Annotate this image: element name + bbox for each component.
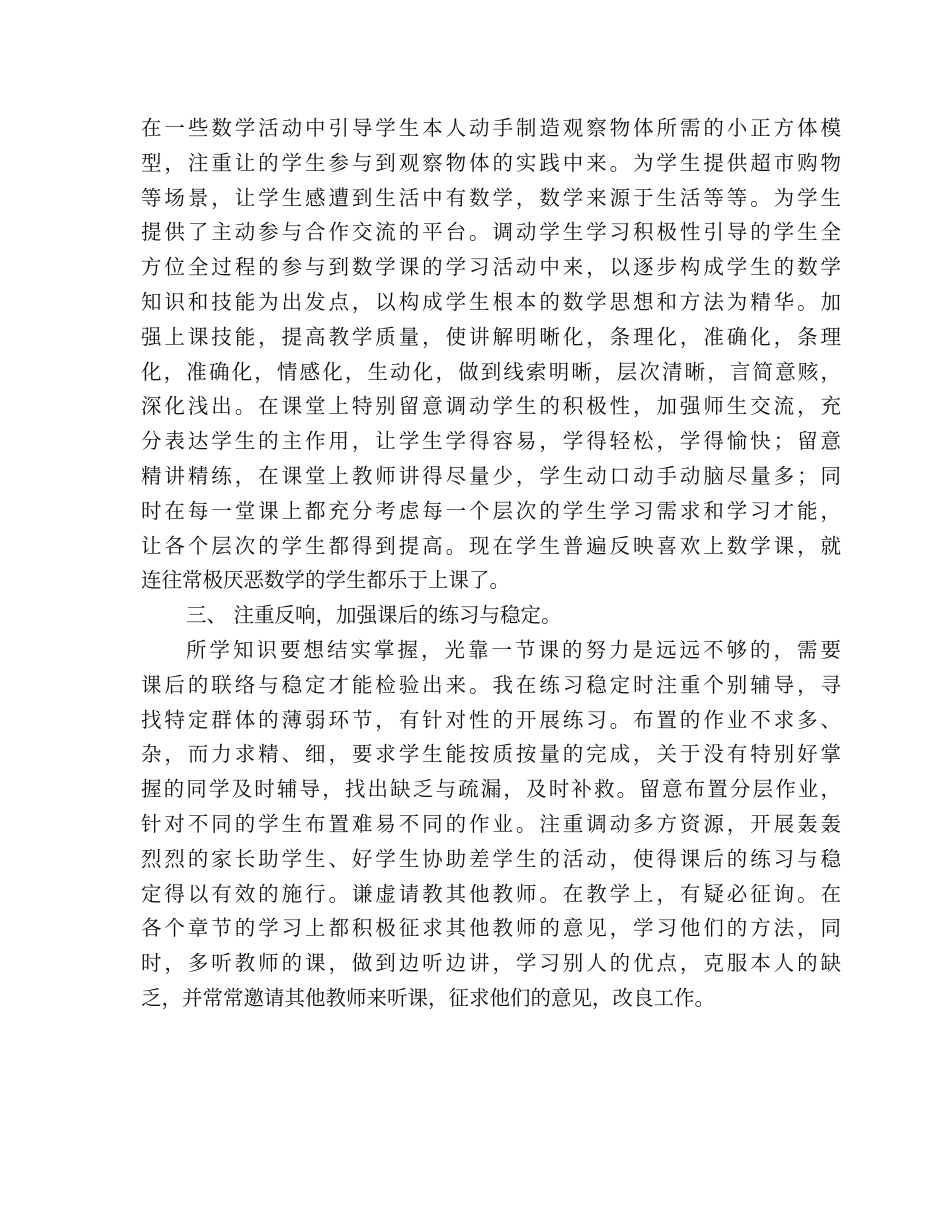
paragraph-line: 时，多听教师的课，做到边听边讲，学习别人的优点，克服本人的缺 <box>141 951 841 976</box>
paragraph-line: 烈烈的家长助学生、好学生协助差学生的活动，使得课后的练习与稳 <box>141 846 841 871</box>
paragraph-line: 分表达学生的主作用，让学生学得容易，学得轻松，学得愉快；留意 <box>141 429 841 454</box>
paragraph-line: 精讲精练，在课堂上教师讲得尽量少，学生动口动手动脑尽量多；同 <box>141 463 841 488</box>
paragraph-line: 定得以有效的施行。谦虚请教其他教师。在教学上，有疑必征询。在 <box>141 881 841 906</box>
paragraph-line: 握的同学及时辅导，找出缺乏与疏漏，及时补救。留意布置分层作业， <box>141 777 841 802</box>
paragraph-line: 等场景，让学生感遭到生活中有数学，数学来源于生活等等。为学生 <box>141 185 841 210</box>
paragraph-line: 让各个层次的学生都得到提高。现在学生普遍反映喜欢上数学课，就 <box>141 533 841 558</box>
paragraph-line: 深化浅出。在课堂上特别留意调动学生的积极性，加强师生交流，充 <box>141 394 841 419</box>
paragraph-line: 化，准确化，情感化，生动化，做到线索明晰，层次清晰，言简意赅， <box>141 359 841 384</box>
paragraph-line: 强上课技能，提高教学质量，使讲解明晰化，条理化，准确化，条理 <box>141 324 841 349</box>
paragraph-line: 乏，并常常邀请其他教师来听课，征求他们的意见，改良工作。 <box>141 985 715 1010</box>
paragraph-line: 时在每一堂课上都充分考虑每一个层次的学生学习需求和学习才能， <box>141 498 841 523</box>
paragraph-line: 杂，而力求精、细，要求学生能按质按量的完成，关于没有特别好掌 <box>141 742 841 767</box>
paragraph-line: 课后的联络与稳定才能检验出来。我在练习稳定时注重个别辅导，寻 <box>141 672 841 697</box>
paragraph-line: 知识和技能为出发点，以构成学生根本的数学思想和方法为精华。加 <box>141 289 841 314</box>
document-body <box>141 111 841 1016</box>
paragraph-line: 提供了主动参与合作交流的平台。调动学生学习积极性引导的学生全 <box>141 220 841 245</box>
paragraph-line: 所学知识要想结实掌握，光靠一节课的努力是远远不够的，需要 <box>186 637 841 662</box>
paragraph-line: 针对不同的学生布置难易不同的作业。注重调动多方资源，开展轰轰 <box>141 811 841 836</box>
section-heading: 三、 注重反响，加强课后的练习与稳定。 <box>186 603 562 628</box>
paragraph-line: 各个章节的学习上都积极征求其他教师的意见，学习他们的方法，同 <box>141 916 841 941</box>
paragraph-line: 型，注重让的学生参与到观察物体的实践中来。为学生提供超市购物 <box>141 150 841 175</box>
paragraph-line: 方位全过程的参与到数学课的学习活动中来，以逐步构成学生的数学 <box>141 255 841 280</box>
paragraph-line: 连往常极厌恶数学的学生都乐于上课了。 <box>141 568 510 593</box>
paragraph-line: 在一些数学活动中引导学生本人动手制造观察物体所需的小正方体模 <box>141 116 841 140</box>
paragraph-line: 找特定群体的薄弱环节，有针对性的开展练习。布置的作业不求多、 <box>141 707 841 732</box>
